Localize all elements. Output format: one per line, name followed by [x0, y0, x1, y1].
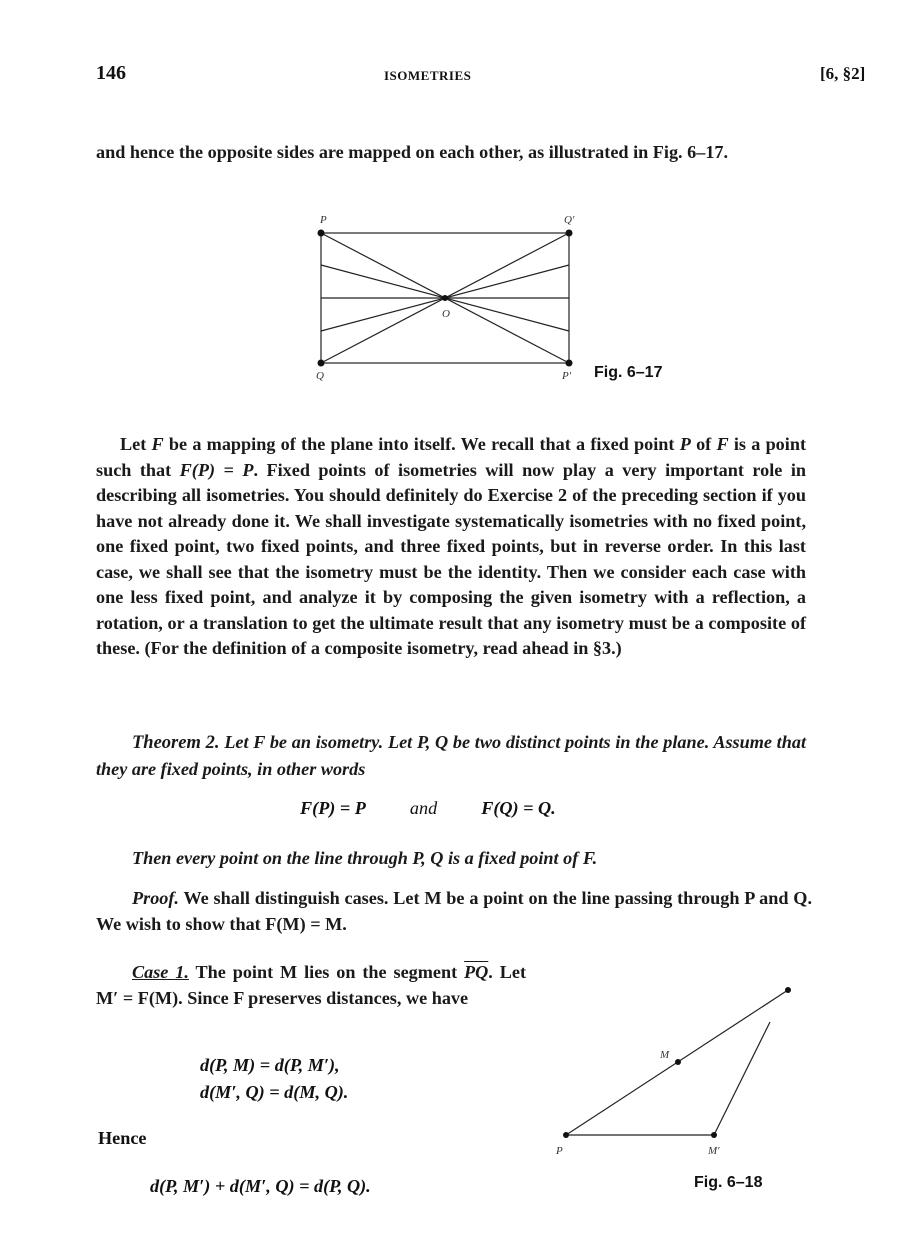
label-o: O — [442, 308, 450, 320]
figure-6-18-caption: Fig. 6–18 — [694, 1174, 763, 1191]
label-m-prime: M′ — [708, 1145, 720, 1157]
label-p-prime: P′ — [562, 370, 572, 382]
case-1-paragraph: Case 1. The point M lies on the segment $\overline{PQ}$. Let M′ = F(M). Since F preserves distances, we have — [96, 962, 527, 1008]
label-q-prime: Q′ — [564, 214, 575, 226]
running-title: ISOMETRIES — [384, 68, 472, 83]
case-1-final-equation: d(P, M′) + d(M′, Q) = d(P, Q). — [150, 1176, 371, 1196]
point-q — [318, 360, 325, 367]
equation-line-2: d(M′, Q) = d(M, Q). — [200, 1082, 349, 1102]
fixed-point-term: fixed point — [590, 434, 675, 454]
label-p: P — [320, 214, 327, 226]
theorem-equation: F(P) = P and F(Q) = Q. — [300, 798, 556, 818]
page-number: 146 — [96, 62, 126, 84]
point-m-prime — [711, 1132, 717, 1138]
point-p — [563, 1132, 569, 1138]
theorem-label: Theorem 2. — [132, 733, 220, 753]
theorem-statement: Theorem 2. Let F be an isometry. Let P, Q be two distinct points in the plane. Assume that they are fixed points, in other words — [96, 732, 807, 779]
point-p — [318, 230, 325, 237]
case-1-label: Case 1. — [132, 962, 189, 982]
point-p-prime — [566, 360, 573, 367]
section-marker: [6, §2] — [820, 64, 866, 83]
case-1-equations — [200, 1052, 348, 1106]
point-m — [675, 1059, 681, 1065]
figure-6-18 — [550, 980, 810, 1160]
segment-pq: $\overline{PQ}$ — [464, 962, 489, 982]
label-p: P — [556, 1145, 563, 1157]
fixed-point-paragraph: Let F be a mapping of the plane into itself. We recall that a fixed point P of F is a point such that F(P) = P. Fixed points of isometries will now play a very important role in describing all isometries. You should definitely do Exercise 2 of the preceding section if you have not already done it. We shall investigate systematically isometries with no fixed point, one fixed point, two fixed points, and three fixed points, but in reverse order. In this last case, we shall see that the isometry must be the identity. Then we consider each case with one less fixed point, and analyze it by composing the given isometry with a reflection, a rotation, or a translation to get the ultimate result that any isometry must be a composite of these. (For the definition of a composite isometry, read ahead in §3.) — [96, 434, 807, 658]
point-q-prime — [566, 230, 573, 237]
proof-paragraph: Proof. We shall distinguish cases. Let M be a point on the line passing through P and Q. We wish to show that F(M) = M. — [96, 888, 812, 934]
point-o — [442, 295, 448, 301]
figure-6-17-caption: Fig. 6–17 — [594, 364, 663, 381]
point-q — [785, 987, 791, 993]
intro-paragraph: and hence the opposite sides are mapped on each other, as illustrated in Fig. 6–17. — [96, 142, 729, 162]
label-m: M — [660, 1049, 670, 1061]
hence-text: Hence — [98, 1128, 147, 1148]
proof-label: Proof. — [132, 888, 179, 908]
figure-6-17 — [300, 205, 590, 385]
label-q: Q — [316, 370, 324, 382]
theorem-conclusion: Then every point on the line through P, Q is a fixed point of F. — [132, 848, 598, 868]
equation-line-1: d(P, M) = d(P, M′), — [200, 1055, 340, 1075]
